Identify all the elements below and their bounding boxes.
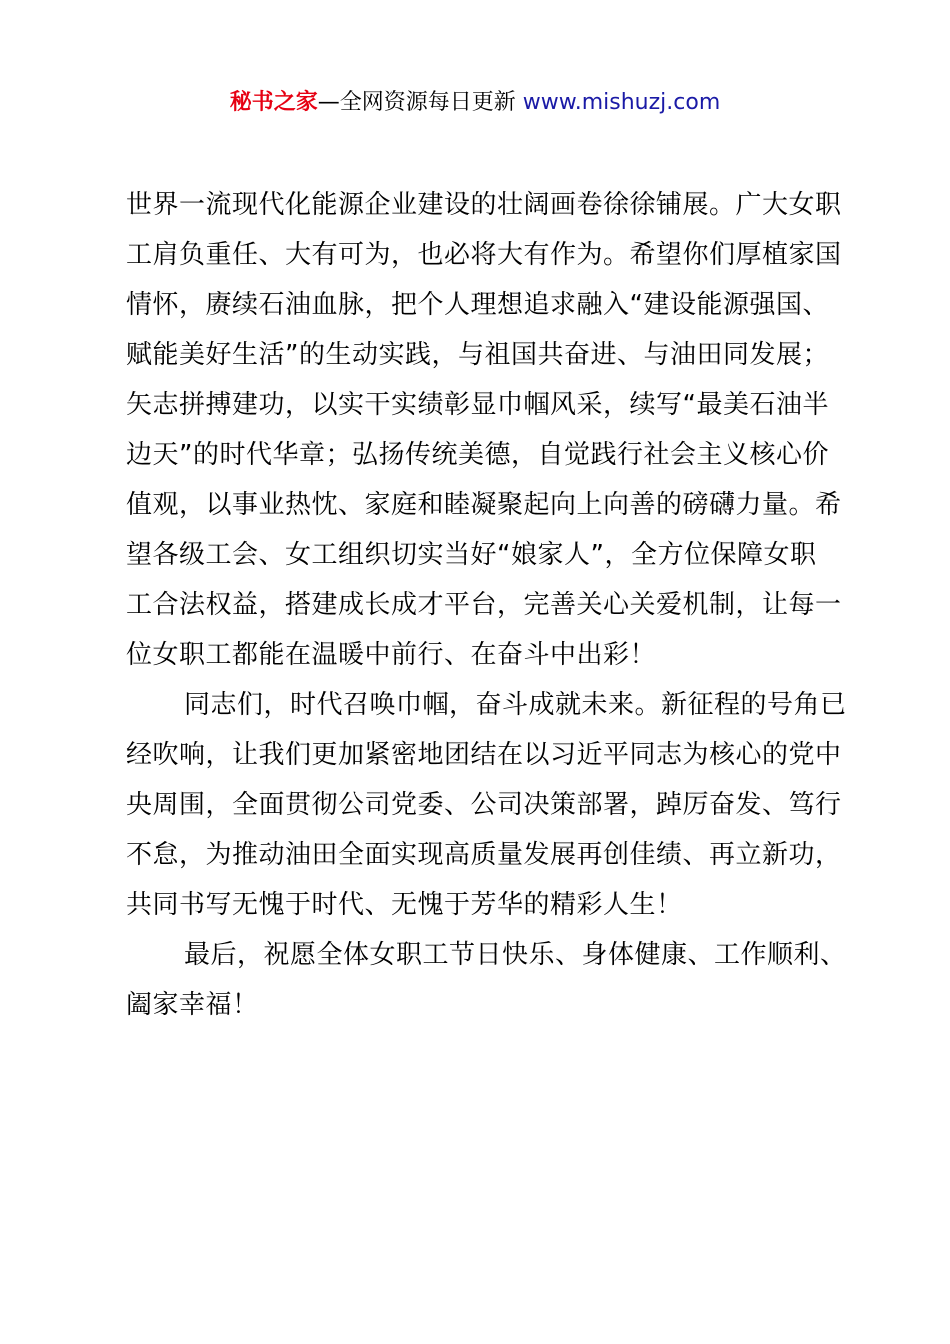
paragraph-3	[126, 930, 847, 1030]
text-line: 工合法权益，搭建成长成才平台，完善关心关爱机制，让每一	[126, 590, 842, 620]
text-line: 情怀，赓续石油血脉，把个人理想追求融入“建设能源强国、	[126, 290, 829, 320]
text-line: 工肩负重任、大有可为，也必将大有作为。希望你们厚植家国	[126, 240, 842, 270]
paragraph-1	[126, 180, 842, 680]
text-line: 央周围，全面贯彻公司党委、公司决策部署，踔厉奋发、笃行	[126, 790, 842, 820]
text-line: 位女职工都能在温暖中前行、在奋斗中出彩！	[126, 640, 657, 670]
text-line: 经吹响，让我们更加紧密地团结在以习近平同志为核心的党中	[126, 740, 842, 770]
paragraph-2	[126, 680, 847, 930]
brand-name: 秘书之家	[229, 90, 318, 115]
page-header	[0, 86, 950, 120]
text-line: 值观，以事业热忱、家庭和睦凝聚起向上向善的磅礴力量。希	[126, 490, 842, 520]
text-line: 望各级工会、女工组织切实当好“娘家人”，全方位保障女职	[126, 540, 817, 570]
text-line: 世界一流现代化能源企业建设的壮阔画卷徐徐铺展。广大女职	[126, 190, 842, 220]
text-line: 同志们，时代召唤巾帼，奋斗成就未来。新征程的号角已	[184, 690, 847, 720]
text-line: 不怠，为推动油田全面实现高质量发展再创佳绩、再立新功，	[126, 840, 842, 870]
text-line: 共同书写无愧于时代、无愧于芳华的精彩人生！	[126, 890, 683, 920]
website-link[interactable]: www.mishuzj.com	[522, 90, 721, 115]
document-body	[126, 180, 847, 1030]
text-line: 阖家幸福！	[126, 990, 259, 1020]
text-line: 最后，祝愿全体女职工节日快乐、身体健康、工作顺利、	[184, 940, 847, 970]
header-tagline: —全网资源每日更新	[317, 90, 516, 115]
text-line: 矢志拼搏建功，以实干实绩彰显巾帼风采，续写“最美石油半	[126, 390, 829, 420]
text-line: 赋能美好生活”的生动实践，与祖国共奋进、与油田同发展；	[126, 340, 829, 370]
text-line: 边天”的时代华章；弘扬传统美德，自觉践行社会主义核心价	[126, 440, 829, 470]
